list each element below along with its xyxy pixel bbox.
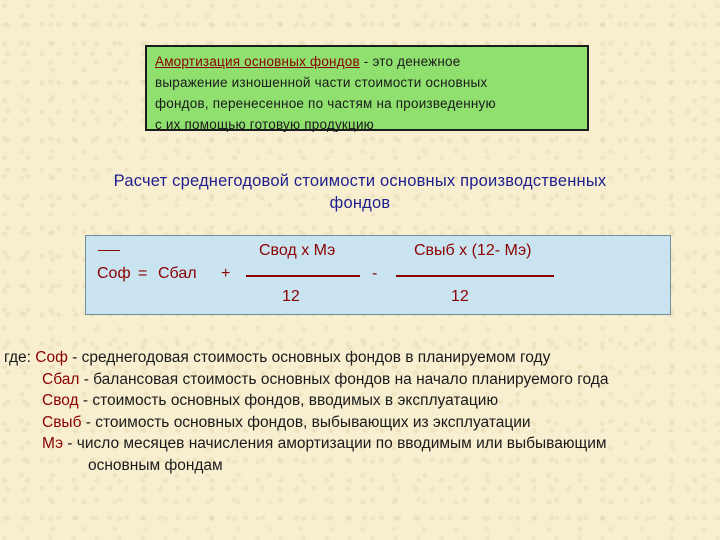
legend-prefix: где: [4, 349, 36, 366]
lhs-overline [98, 250, 120, 251]
fraction-bar-1 [246, 275, 360, 277]
legend-row [4, 390, 716, 412]
formula-lhs: Соф [97, 265, 131, 282]
legend-term: Мэ [42, 435, 63, 452]
definition-line-4: с их помощью готовую продукцию [155, 117, 375, 132]
legend [4, 347, 716, 476]
legend-text: - число месяцев начисления амортизации по вводимым или выбывающим [63, 435, 607, 452]
legend-term: Свод [42, 392, 79, 409]
calculation-title-line-2: фондов [329, 194, 391, 212]
legend-continuation: основным фондам [88, 456, 223, 474]
legend-text: - стоимость основных фондов, выбывающих из эксплуатации [81, 413, 531, 431]
legend-term: Сбал [42, 370, 80, 388]
calculation-title [40, 170, 680, 214]
formula-minus: - [372, 265, 378, 282]
legend-text: - стоимость основных фондов, вводимых в эксплуатацию [78, 392, 499, 409]
formula-plus: + [221, 265, 231, 282]
formula-numerator-2: Свыб х (12- Мэ) [414, 242, 532, 259]
formula-denominator-2: 12 [451, 288, 469, 305]
definition-line-1 [155, 51, 579, 72]
fraction-bar-2 [396, 275, 554, 277]
legend-text: - балансовая стоимость основных фондов на начало планируемого года [79, 370, 609, 388]
legend-row [4, 412, 716, 434]
definition-line-2: выражение изношенной части стоимости основных [155, 75, 488, 90]
legend-row [4, 433, 716, 455]
legend-row [4, 347, 716, 369]
formula-sbal: Сбал [158, 265, 197, 282]
definition-line-3: фондов, перенесенное по частям на произведенную [155, 96, 496, 111]
calculation-title-line-1: Расчет среднегодовой стоимости основных производственных [113, 172, 607, 190]
formula-denominator-1: 12 [282, 288, 300, 305]
legend-row [4, 369, 716, 391]
legend-term: Свыб [42, 413, 82, 431]
legend-text: - среднегодовая стоимость основных фондов в планируемом году [67, 349, 551, 366]
formula-equals: = [138, 265, 148, 282]
formula-box [85, 235, 671, 315]
formula-numerator-1: Свод х Мэ [259, 242, 336, 259]
legend-term: Соф [35, 349, 68, 366]
definition-box [145, 45, 589, 131]
definition-term: Амортизация основных фондов [155, 54, 360, 69]
definition-line-1-rest: - это денежное [359, 54, 461, 69]
